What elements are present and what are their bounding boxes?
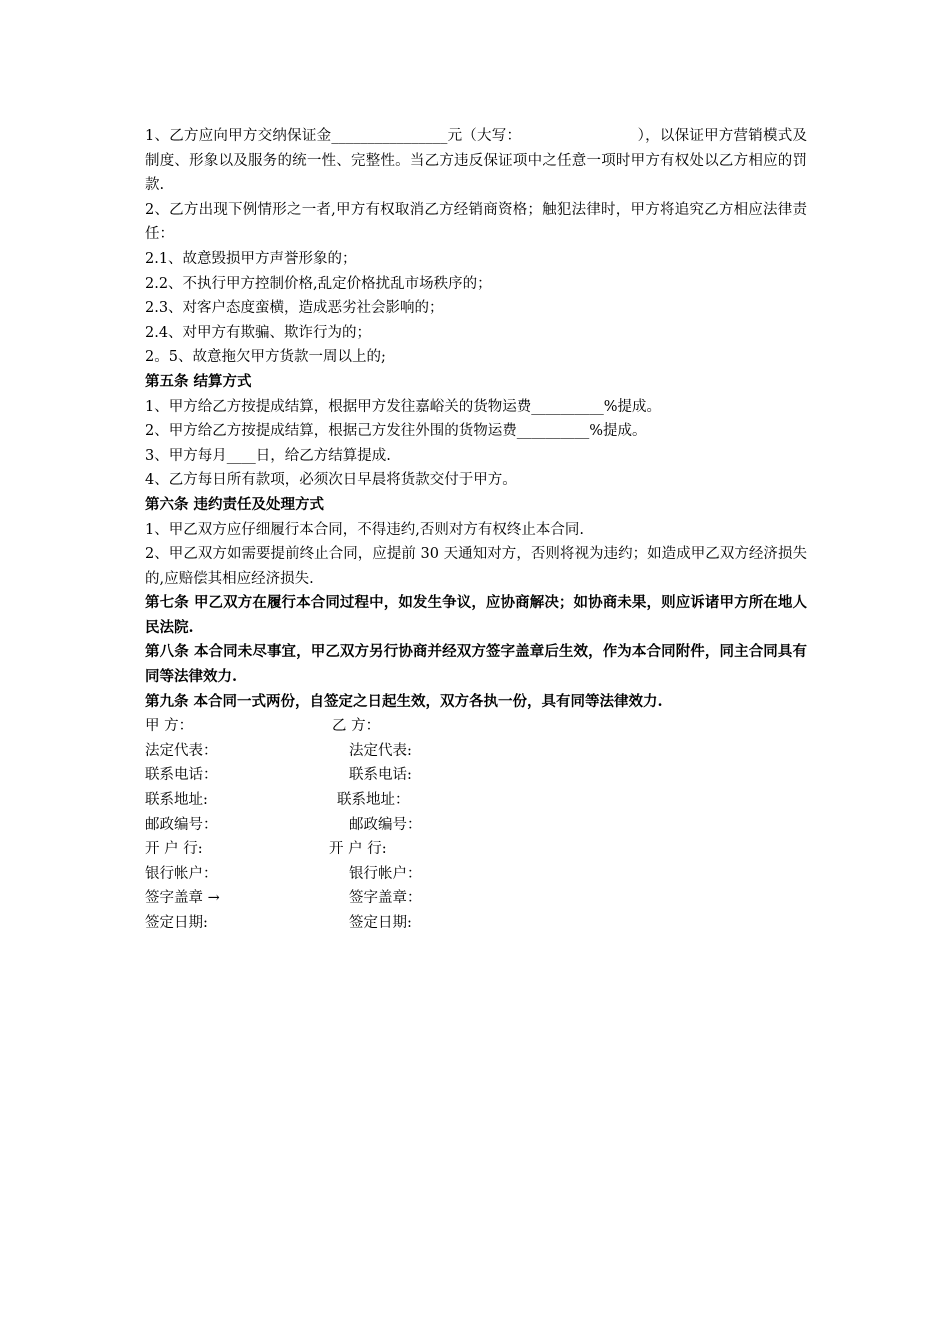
signature-row-address	[145, 788, 807, 813]
party-a-address: 联系地址:	[145, 792, 208, 809]
article-5-item-1: 1、甲方给乙方按提成结算，根据甲方发往嘉峪关的货物运费__________%提成。	[145, 398, 662, 415]
clause-item-2-4: 2.4、对甲方有欺骗、欺诈行为的；	[145, 324, 372, 341]
signature-row-date	[145, 911, 807, 936]
signature-block	[145, 714, 807, 935]
party-a-postcode: 邮政编号：	[145, 816, 218, 833]
party-a-label: 甲 方：	[145, 718, 194, 735]
clause-item-2-1: 2.1、故意毁损甲方声誉形象的；	[145, 250, 357, 267]
signature-row-phone	[145, 763, 807, 788]
party-b-account: 银行帐户：	[349, 865, 422, 882]
party-b-address: 联系地址：	[337, 792, 410, 809]
article-5-item-3: 3、甲方每月____日，给乙方结算提成.	[145, 447, 391, 464]
article-8: 第八条 本合同未尽事宜，甲乙双方另行协商并经双方签字盖章后生效，作为本合同附件，同主合同具有同等法律效力.	[145, 643, 807, 686]
signature-row-postcode	[145, 813, 807, 838]
article-5-heading: 第五条 结算方式	[145, 372, 252, 390]
party-b-postcode: 邮政编号：	[349, 816, 422, 833]
contract-page	[145, 124, 807, 936]
clause-item-2-3: 2.3、对客户态度蛮横，造成恶劣社会影响的；	[145, 300, 444, 317]
party-a-legal-rep: 法定代表：	[145, 742, 218, 759]
article-7: 第七条 甲乙双方在履行本合同过程中，如发生争议，应协商解决；如协商未果，则应诉诸甲方所在地人民法院.	[145, 594, 807, 636]
party-a-account: 银行帐户：	[145, 865, 218, 882]
article-6-item-1: 1、甲乙双方应仔细履行本合同，不得违约,否则对方有权终止本合同.	[145, 521, 584, 538]
clause-item-2-2: 2.2、不执行甲方控制价格,乱定价格扰乱市场秩序的；	[145, 275, 492, 292]
party-a-seal: 签字盖章 →	[145, 890, 220, 907]
party-a-phone: 联系电话：	[145, 767, 218, 784]
signature-row-party	[145, 714, 807, 739]
party-b-legal-rep: 法定代表:	[349, 742, 412, 759]
party-a-date: 签定日期:	[145, 915, 208, 931]
signature-row-seal	[145, 886, 807, 911]
signature-row-account	[145, 862, 807, 887]
party-b-date: 签定日期:	[349, 915, 412, 931]
clause-item-2-5: 2。5、故意拖欠甲方货款一周以上的;	[145, 349, 386, 366]
party-b-seal: 签字盖章：	[349, 890, 422, 907]
article-6-item-2: 2、甲乙双方如需要提前终止合同，应提前 30 天通知对方，否则将视为违约；如造成甲乙双方经济损失的,应赔偿其相应经济损失.	[145, 546, 807, 587]
party-b-bank: 开 户 行:	[329, 841, 387, 858]
party-b-label: 乙 方：	[332, 718, 381, 735]
article-9: 第九条 本合同一式两份，自签定之日起生效，双方各执一份，具有同等法律效力.	[145, 692, 663, 710]
signature-row-bank	[145, 837, 807, 862]
party-b-phone: 联系电话:	[349, 767, 412, 784]
article-5-item-2: 2、甲方给乙方按提成结算，根据己方发往外围的货物运费__________%提成。	[145, 423, 647, 440]
signature-row-legal-rep	[145, 739, 807, 764]
party-a-bank: 开 户 行:	[145, 841, 203, 858]
article-6-heading: 第六条 违约责任及处理方式	[145, 495, 325, 513]
clause-disqualification: 2、乙方出现下例情形之一者,甲方有权取消乙方经销商资格；触犯法律时，甲方将追究乙方相应法律责任：	[145, 201, 807, 243]
clause-deposit: 1、乙方应向甲方交纳保证金________________元（大写： ），以保证甲方营销模式及制度、形象以及服务的统一性、完整性。当乙方违反保证项中之任意一项时甲方有权处以乙方相应的罚款.	[145, 128, 807, 194]
article-5-item-4: 4、乙方每日所有款项，必须次日早晨将货款交付于甲方。	[145, 472, 517, 489]
